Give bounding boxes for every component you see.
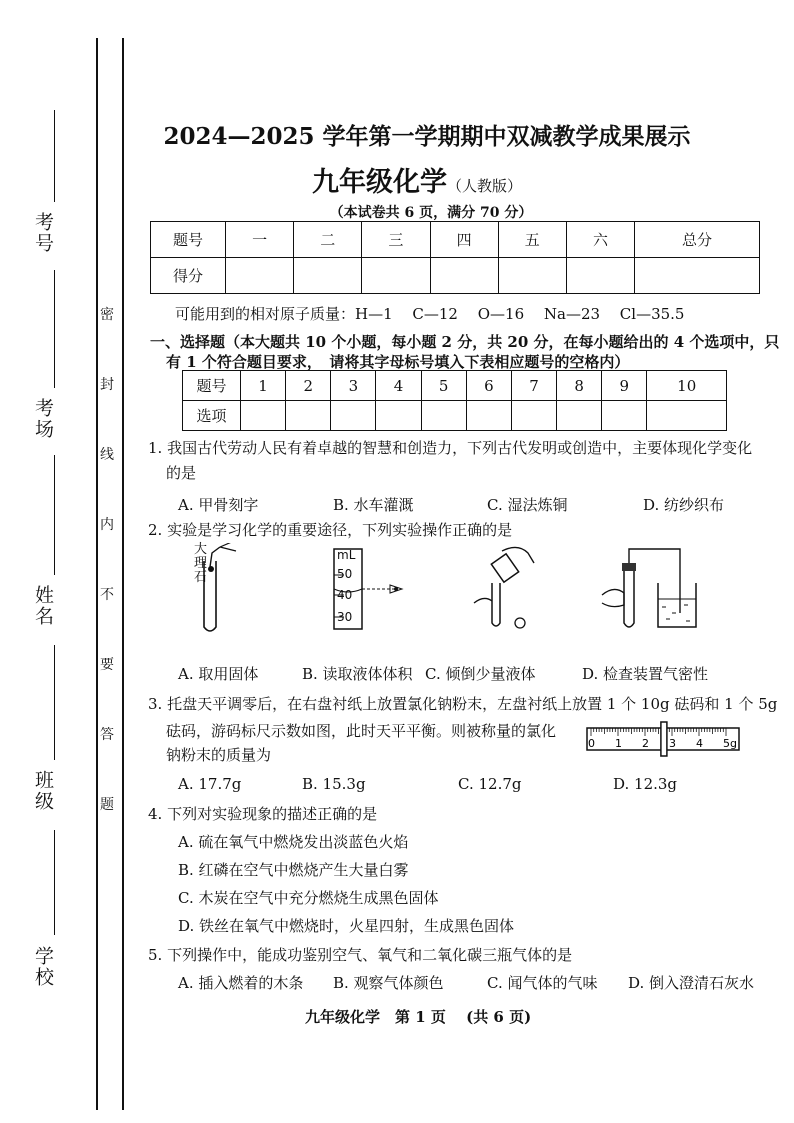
subject-title — [0, 160, 794, 199]
ruler-label: 3 — [669, 737, 676, 750]
score-cell: 二 — [294, 222, 362, 258]
section1-heading-line2: 有 1 个符合题目要求， 请将其字母标号填入下表相应题号的空格内） — [166, 353, 630, 371]
seal-char: 密 — [100, 307, 114, 323]
score-table-row — [151, 222, 760, 258]
cylinder-tick-label: 50 — [337, 567, 353, 581]
answer-input-cell[interactable] — [466, 401, 511, 431]
q5-option-a: A. 插入燃着的木条 — [178, 974, 304, 992]
answer-input-cell[interactable] — [511, 401, 556, 431]
figure-a-label: 大理石 — [194, 542, 208, 585]
q4-option-b: B. 红磷在空气中燃烧产生大量白雾 — [178, 861, 409, 879]
score-cell: 总分 — [635, 222, 760, 258]
score-cell: 一 — [226, 222, 294, 258]
score-cell: 得分 — [151, 258, 226, 294]
ruler-label: 4 — [696, 737, 703, 750]
score-cell: 四 — [430, 222, 498, 258]
q3-stem-line2: 砝码，游码标尺示数如图，此时天平平衡。则被称量的氯化 — [166, 722, 557, 740]
q1-option-b: B. 水车灌溉 — [333, 496, 414, 514]
ruler-label: 5g — [723, 737, 737, 750]
answer-input-cell[interactable] — [602, 401, 647, 431]
q2-option-c: C. 倾倒少量液体 — [425, 665, 536, 683]
answer-input-cell[interactable] — [331, 401, 376, 431]
q1-option-d: D. 纺纱织布 — [643, 496, 725, 514]
answer-cell: 10 — [647, 371, 727, 401]
q3-option-a: A. 17.7g — [178, 775, 242, 793]
ruler-label: 1 — [615, 737, 622, 750]
answer-cell: 1 — [241, 371, 286, 401]
score-cell: 题号 — [151, 222, 226, 258]
q4-stem: 4. 下列对实验现象的描述正确的是 — [148, 805, 378, 823]
q5-stem: 5. 下列操作中，能成功鉴别空气、氧气和二氧化碳三瓶气体的是 — [148, 946, 573, 964]
q3-option-d: D. 12.3g — [613, 775, 678, 793]
q2-option-a: A. 取用固体 — [178, 665, 259, 683]
answer-cell: 7 — [511, 371, 556, 401]
score-input-cell[interactable] — [566, 258, 634, 294]
answer-input-cell[interactable] — [647, 401, 727, 431]
q2-option-b: B. 读取液体体积 — [302, 665, 413, 683]
score-input-cell[interactable] — [430, 258, 498, 294]
answer-cell: 8 — [557, 371, 602, 401]
q3-option-c: C. 12.7g — [458, 775, 522, 793]
answer-cell: 6 — [466, 371, 511, 401]
school-label: 学校 — [32, 946, 54, 988]
q3-stem-line3: 钠粉末的质量为 — [166, 746, 272, 764]
name-line — [54, 455, 55, 575]
school-line — [54, 830, 55, 935]
ruler-rider[interactable] — [661, 722, 667, 756]
class-line — [54, 645, 55, 760]
answer-cell: 3 — [331, 371, 376, 401]
q1-stem-line2: 的是 — [166, 464, 197, 482]
ruler-label: 2 — [642, 737, 649, 750]
paper-note: （本试卷共 6 页，满分 70 分） — [329, 205, 533, 221]
answer-table-row — [183, 371, 727, 401]
answer-cell: 选项 — [183, 401, 241, 431]
q5-option-d: D. 倒入澄清石灰水 — [628, 974, 755, 992]
ruler-label: 0 — [588, 737, 595, 750]
seal-char: 封 — [100, 377, 114, 393]
class-label: 班级 — [32, 770, 54, 812]
answer-cell: 5 — [421, 371, 466, 401]
score-input-cell[interactable] — [226, 258, 294, 294]
exam-room-label: 考场 — [32, 398, 54, 440]
score-cell: 三 — [362, 222, 430, 258]
seal-char: 要 — [100, 657, 114, 673]
score-cell: 五 — [498, 222, 566, 258]
answer-table — [182, 370, 727, 431]
answer-cell: 题号 — [183, 371, 241, 401]
q1-option-a: A. 甲骨刻字 — [178, 496, 259, 514]
answer-cell: 4 — [376, 371, 421, 401]
seal-char: 线 — [100, 447, 114, 463]
answer-input-cell[interactable] — [286, 401, 331, 431]
rider-ruler — [585, 718, 745, 760]
answer-table-row — [183, 401, 727, 431]
answer-input-cell[interactable] — [376, 401, 421, 431]
score-input-cell[interactable] — [635, 258, 760, 294]
answer-input-cell[interactable] — [421, 401, 466, 431]
answer-cell: 2 — [286, 371, 331, 401]
exam-room-line — [54, 270, 55, 388]
q4-option-d: D. 铁丝在氧气中燃烧时，火星四射，生成黑色固体 — [178, 917, 515, 935]
score-table-row — [151, 258, 760, 294]
atomic-masses: 可能用到的相对原子质量：H—1 C—12 O—16 Na—23 Cl—35.5 — [175, 305, 685, 323]
score-input-cell[interactable] — [498, 258, 566, 294]
answer-cell: 9 — [602, 371, 647, 401]
score-input-cell[interactable] — [362, 258, 430, 294]
page-footer: 九年级化学 第 1 页 (共 6 页) — [305, 1008, 532, 1026]
score-input-cell[interactable] — [294, 258, 362, 294]
cylinder-tick-label: 30 — [337, 610, 353, 624]
name-label: 姓名 — [32, 585, 54, 627]
q1-option-c: C. 湿法炼铜 — [487, 496, 568, 514]
seal-char: 不 — [100, 587, 114, 603]
seal-char: 内 — [100, 517, 114, 533]
section1-heading-line1: 一、选择题（本大题共 10 个小题，每小题 2 分，共 20 分，在每小题给出的 4 个选项中，只 — [150, 333, 780, 351]
q2-option-d: D. 检查装置气密性 — [582, 665, 709, 683]
q1-stem-line1: 1. 我国古代劳动人民有着卓越的智慧和创造力，下列古代发明或创造中，主要体现化学变化 — [148, 439, 753, 457]
edition: （人教版） — [446, 177, 522, 195]
q5-option-c: C. 闻气体的气味 — [487, 974, 598, 992]
q3-option-b: B. 15.3g — [302, 775, 366, 793]
cylinder-unit: mL — [337, 548, 356, 562]
figure-d-airtight — [596, 543, 706, 633]
q3-stem-line1: 3. 托盘天平调零后，在右盘衬纸上放置氯化钠粉末，左盘衬纸上放置 1 个 10g 砝码和 1 个 5g — [148, 695, 778, 713]
q4-option-c: C. 木炭在空气中充分燃烧生成黑色固体 — [178, 889, 439, 907]
q5-option-b: B. 观察气体颜色 — [333, 974, 444, 992]
subject-name: 九年级化学 — [311, 167, 447, 198]
score-table — [150, 221, 760, 294]
score-cell: 六 — [566, 222, 634, 258]
answer-input-cell[interactable] — [241, 401, 286, 431]
seal-char: 答 — [100, 727, 114, 743]
q2-stem: 2. 实验是学习化学的重要途径，下列实验操作正确的是 — [148, 521, 513, 539]
seal-char: 题 — [100, 797, 114, 813]
cylinder-tick-label: 40 — [337, 588, 353, 602]
figure-c-pouring — [462, 543, 542, 633]
answer-input-cell[interactable] — [557, 401, 602, 431]
q4-option-a: A. 硫在氧气中燃烧发出淡蓝色火焰 — [178, 833, 409, 851]
exam-number-label: 考号 — [32, 212, 54, 254]
exam-title: 2024—2025 学年第一学期期中双减教学成果展示 — [163, 123, 691, 150]
